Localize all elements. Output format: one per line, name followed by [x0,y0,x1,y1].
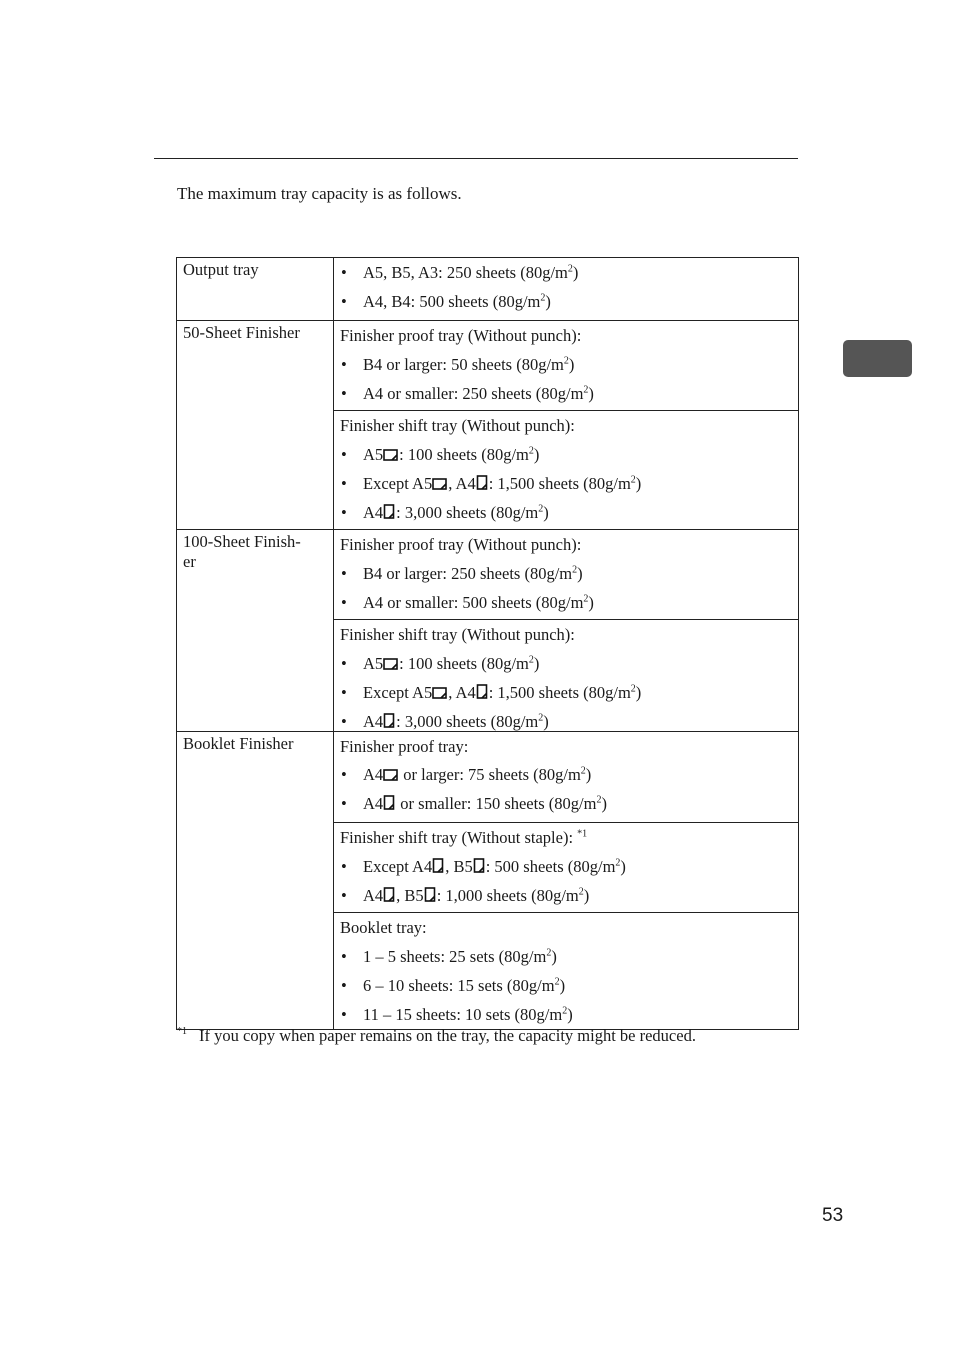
list-item: • A4 : 3,000 sheets $(80g/m^2)$ [341,712,549,731]
portrait-paper-icon [476,475,489,491]
portrait-paper-icon [432,858,445,874]
table-row [177,732,799,823]
row-content [334,620,799,732]
list-item: • A4 or smaller: 500 sheets $(80g/m^2)$ [341,593,594,612]
section-heading: Finisher shift tray (Without punch): [340,625,575,644]
list-item: • B4 or larger: 50 sheets $(80g/m^2)$ [341,355,575,374]
list-item: • A5, B5, A3: 250 sheets $(80g/m^2)$ [341,263,579,282]
footnote-text: If you copy when paper remains on the tray, the capacity might be reduced. [199,1026,696,1045]
portrait-paper-icon [383,713,396,729]
section-heading: Finisher shift tray (Without punch): [340,416,575,435]
row-label: Booklet Finisher [177,732,334,1030]
list-item: • Except A5 , A4 : 1,500 sheets $(80g/m^2)$ [341,683,642,702]
section-heading: Finisher proof tray: [340,737,469,756]
table-row [177,530,799,620]
list-item: • A4, B4: 500 sheets $(80g/m^2)$ [341,292,551,311]
footnote [177,1026,696,1046]
portrait-paper-icon [476,684,489,700]
list-item: • 11 – 15 sheets: 10 sets $(80g/m^2)$ [341,1005,573,1024]
list-item: • A4 or larger: 75 sheets $(80g/m^2)$ [341,765,592,784]
portrait-paper-icon [424,887,437,903]
row-content [334,258,799,321]
list-item: • A4 or smaller: 150 sheets $(80g/m^2)$ [341,794,607,813]
section-heading: Finisher proof tray (Without punch): [340,535,582,554]
list-item: • A5 : 100 sheets $(80g/m^2)$ [341,654,540,673]
portrait-paper-icon [383,887,396,903]
list-item: • A4 or smaller: 250 sheets $(80g/m^2)$ [341,384,594,403]
list-item: • A5 : 100 sheets $(80g/m^2)$ [341,445,540,464]
landscape-paper-icon [383,448,399,462]
row-content [334,411,799,530]
list-item: • 1 – 5 sheets: 25 sets $(80g/m^2)$ [341,947,557,966]
portrait-paper-icon [473,858,486,874]
section-heading: Finisher shift tray (Without staple): $^{*1}$ [340,828,588,847]
row-label: Output tray [177,258,334,321]
table-row [177,258,799,321]
portrait-paper-icon [383,795,396,811]
section-heading: Finisher proof tray (Without punch): [340,326,582,345]
row-label: 100-Sheet Finish- er [177,530,334,732]
list-item: • 6 – 10 sheets: 15 sets $(80g/m^2)$ [341,976,566,995]
chapter-tab [843,340,912,377]
landscape-paper-icon [432,477,448,491]
portrait-paper-icon [383,504,396,520]
row-label: 50-Sheet Finisher [177,321,334,530]
row-content [334,321,799,411]
list-item: • B4 or larger: 250 sheets $(80g/m^2)$ [341,564,583,583]
footnote-ref: *1 [577,828,588,840]
tray-capacity-table [176,257,799,1030]
landscape-paper-icon [383,768,399,782]
row-content [334,732,799,823]
list-item: • A4 : 3,000 sheets $(80g/m^2)$ [341,503,549,522]
intro-text: The maximum tray capacity is as follows. [177,184,462,203]
header-rule [154,158,798,159]
landscape-paper-icon [432,686,448,700]
list-item: • Except A5 , A4 : 1,500 sheets $(80g/m^2)$ [341,474,642,493]
table-row [177,321,799,411]
list-item: • Except A4 , B5 : 500 sheets $(80g/m^2)$ [341,857,626,876]
landscape-paper-icon [383,657,399,671]
section-heading: Booklet tray: [340,918,427,937]
row-content [334,913,799,1030]
row-content [334,823,799,913]
footnote-mark: *1 [177,1026,187,1037]
row-content [334,530,799,620]
list-item: • A4 , B5 : 1,000 sheets $(80g/m^2)$ [341,886,590,905]
page-number: 53 [822,1205,844,1226]
